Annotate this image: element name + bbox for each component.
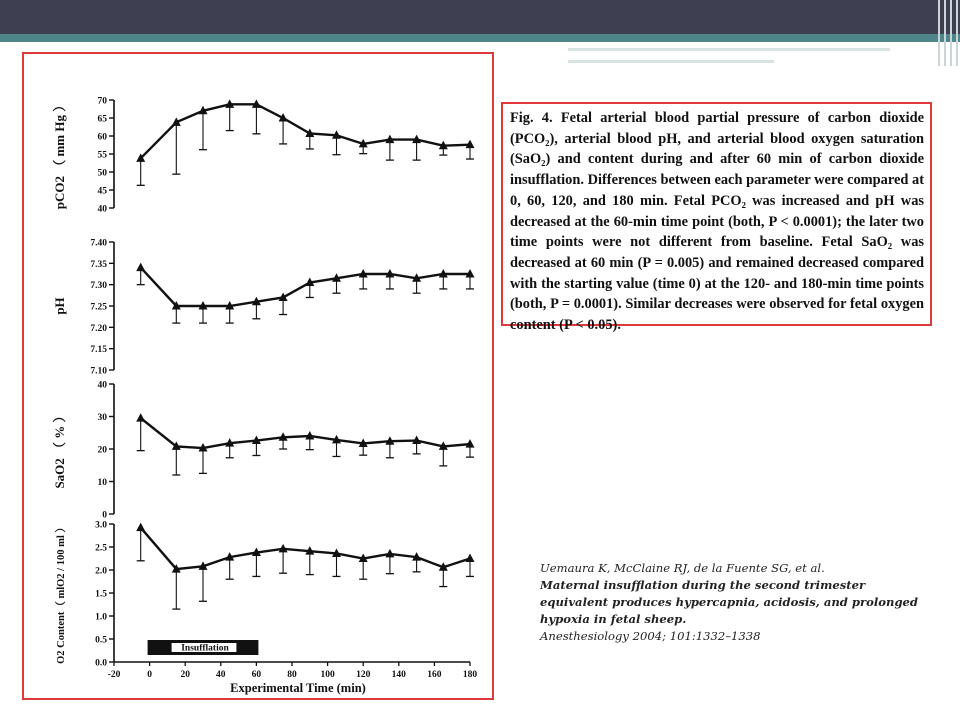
slide-decor-line [568,48,890,51]
slide-decor-line [568,60,774,63]
citation-journal: Anesthesiology 2004; 101:1332–1338 [540,629,761,643]
y-tick-label: 7.25 [90,302,107,313]
data-point [136,263,145,272]
y-tick-label: 7.20 [90,323,107,334]
x-tick-label: 180 [462,670,478,680]
figure-caption: Fig. 4. Fetal arterial blood partial pressure of carbon dioxide (PCO₂), arterial blood pH, and arterial blood oxygen saturation (SaO₂) and content during and after 60 min of carbon dioxide insufflation. Differences between each parameter were compared at 0, 60, 120, and 180 min. Fetal PCO₂ was increased and pH was decreased at the 60-min time point (both, P < 0.0001); the later two time points were not different from baseline. Fetal SaO₂ was decreased at 60 min (P = 0.005) and remained decreased compared with the starting value (time 0) at the 120- and 180-min time points (both, P = 0.0001). Similar decreases were observed for fetal oxygen content (P < 0.05). [510,110,924,334]
y-tick-label: 1.0 [95,612,107,623]
y-axis-label: pCO2 （ mm Hg ） [52,98,67,210]
citation-authors: Uemaura K, McClaine RJ, de la Fuente SG, et al. [540,561,825,575]
data-point [136,523,145,532]
data-point [136,413,145,422]
y-tick-label: 30 [97,413,107,423]
x-tick-label: 140 [391,670,406,680]
citation-title: Maternal insufflation during the second trimester equivalent produces hypercapnia, acidosis, and prolonged hypoxia in fetal sheep. [540,578,919,626]
series-line [141,528,470,569]
x-tick-label: -20 [107,670,121,680]
x-tick-label: 120 [356,670,371,680]
y-tick-label: 0.5 [95,635,107,646]
y-tick-label: 2.5 [95,543,107,554]
y-tick-label: 7.30 [90,281,107,292]
x-tick-label: 100 [320,670,335,680]
y-tick-label: 2.0 [95,566,107,577]
insufflation-label: Insufflation [181,643,229,654]
y-axis-label: SaO2 （ % ） [52,409,67,489]
y-tick-label: 40 [97,204,107,215]
x-axis [108,640,478,695]
data-point [466,554,475,563]
slide-top-bar [0,0,960,34]
slide-accent-bar [0,34,960,42]
x-tick-label: 60 [251,670,262,680]
y-tick-label: 7.40 [90,238,107,249]
y-tick-label: 0.0 [95,658,107,669]
y-axis-label: pH [52,297,67,315]
x-tick-label: 80 [287,670,297,680]
x-tick-label: 160 [427,670,442,680]
x-tick-label: 40 [216,670,226,680]
y-axis-label: O2 Content（ mlO2 / 100 ml ） [56,522,67,664]
figure-caption-box [501,102,932,334]
series-line [141,268,470,306]
chart-panel-3 [52,381,475,521]
chart-panel-4 [54,521,475,669]
citation [540,560,930,645]
fetal-blood-gas-chart [24,54,492,698]
slide-corner-decoration [932,0,960,70]
y-tick-label: 70 [97,96,107,107]
figure-frame [22,52,494,700]
y-tick-label: 65 [97,114,107,125]
series-line [141,104,470,158]
y-tick-label: 45 [97,186,107,197]
y-tick-label: 20 [97,445,107,456]
y-tick-label: 7.35 [90,259,107,270]
y-tick-label: 40 [97,380,107,391]
y-tick-label: 50 [97,168,107,179]
y-tick-label: 1.5 [95,589,107,600]
chart-panel-2 [52,239,475,377]
y-tick-label: 55 [97,150,107,161]
y-tick-label: 7.15 [90,345,107,356]
y-tick-label: 7.10 [90,366,107,377]
chart-panel-1 [52,97,475,215]
x-tick-label: 20 [180,670,190,680]
x-axis-label: Experimental Time (min) [230,681,366,695]
y-tick-label: 0 [102,510,107,521]
y-tick-label: 10 [97,478,107,488]
x-tick-label: 0 [147,670,152,680]
y-tick-label: 3.0 [95,520,107,531]
y-tick-label: 60 [97,132,107,143]
